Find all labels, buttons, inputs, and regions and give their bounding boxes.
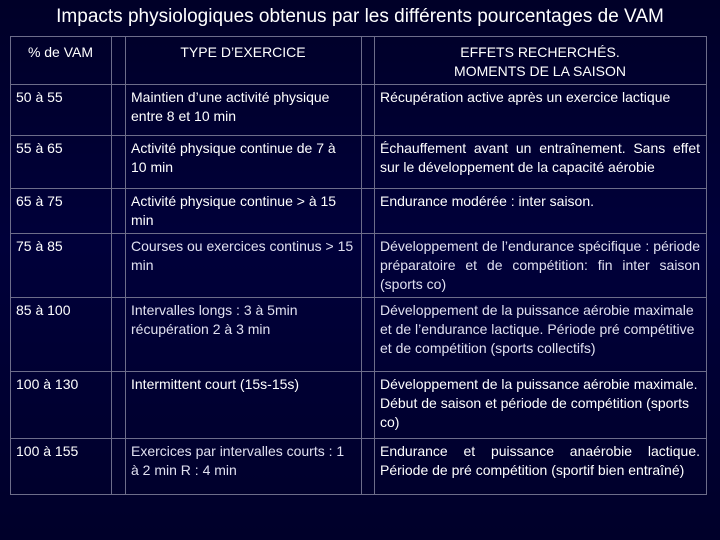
column-spacer (362, 136, 375, 189)
cell-type: Activité physique continue de 7 à 10 min (126, 136, 362, 189)
column-spacer (112, 85, 126, 136)
cell-effets: Récupération active après un exercice lactique (375, 85, 707, 136)
cell-effets: Échauffement avant un entraînement. Sans effet sur le développement de la capacité aérobie (375, 136, 707, 189)
column-spacer (112, 37, 126, 85)
cell-vam: 100 à 155 (11, 439, 112, 495)
cell-effets: Développement de la puissance aérobie maximale et de l’endurance lactique. Période pré compétitive et de compétition (sports collectifs) (375, 298, 707, 372)
cell-effets: Endurance modérée : inter saison. (375, 189, 707, 234)
header-effets (375, 37, 707, 85)
column-spacer (362, 37, 375, 85)
column-spacer (112, 234, 126, 298)
slide-title: Impacts physiologiques obtenus par les différents pourcentages de VAM (56, 6, 664, 27)
column-spacer (362, 439, 375, 495)
column-spacer (112, 136, 126, 189)
cell-type: Exercices par intervalles courts : 1 à 2 min R : 4 min (126, 439, 362, 495)
column-spacer (362, 234, 375, 298)
column-spacer (112, 372, 126, 439)
header-vam: % de VAM (11, 37, 112, 85)
column-spacer (362, 372, 375, 439)
cell-effets: Endurance et puissance anaérobie lactique. Période de pré compétition (sportif bien entraîné) (375, 439, 707, 495)
header-effets-line1: EFFETS RECHERCHÉS. (460, 44, 620, 60)
table-row (11, 234, 707, 298)
table-row (11, 189, 707, 234)
header-effets-line2: MOMENTS DE LA SAISON (454, 63, 626, 79)
table-row (11, 136, 707, 189)
column-spacer (362, 298, 375, 372)
table-row (11, 372, 707, 439)
cell-type: Courses ou exercices continus > 15 min (126, 234, 362, 298)
table-row (11, 298, 707, 372)
cell-vam: 50 à 55 (11, 85, 112, 136)
table-row (11, 85, 707, 136)
vam-table (10, 36, 707, 495)
cell-type: Intermittent court (15s-15s) (126, 372, 362, 439)
cell-effets: Développement de l’endurance spécifique : période préparatoire et de compétition: fin inter saison (sports co) (375, 234, 707, 298)
column-spacer (112, 439, 126, 495)
column-spacer (362, 189, 375, 234)
cell-effets: Développement de la puissance aérobie maximale. Début de saison et période de compétition (sports co) (375, 372, 707, 439)
cell-vam: 75 à 85 (11, 234, 112, 298)
column-spacer (362, 85, 375, 136)
cell-vam: 55 à 65 (11, 136, 112, 189)
column-spacer (112, 189, 126, 234)
column-spacer (112, 298, 126, 372)
cell-vam: 100 à 130 (11, 372, 112, 439)
table-row (11, 439, 707, 495)
header-type-exercice: TYPE D’EXERCICE (126, 37, 362, 85)
cell-vam: 65 à 75 (11, 189, 112, 234)
cell-type: Intervalles longs : 3 à 5min récupération 2 à 3 min (126, 298, 362, 372)
table-header-row (11, 37, 707, 85)
cell-type: Maintien d’une activité physique entre 8 et 10 min (126, 85, 362, 136)
cell-type: Activité physique continue > à 15 min (126, 189, 362, 234)
cell-vam: 85 à 100 (11, 298, 112, 372)
